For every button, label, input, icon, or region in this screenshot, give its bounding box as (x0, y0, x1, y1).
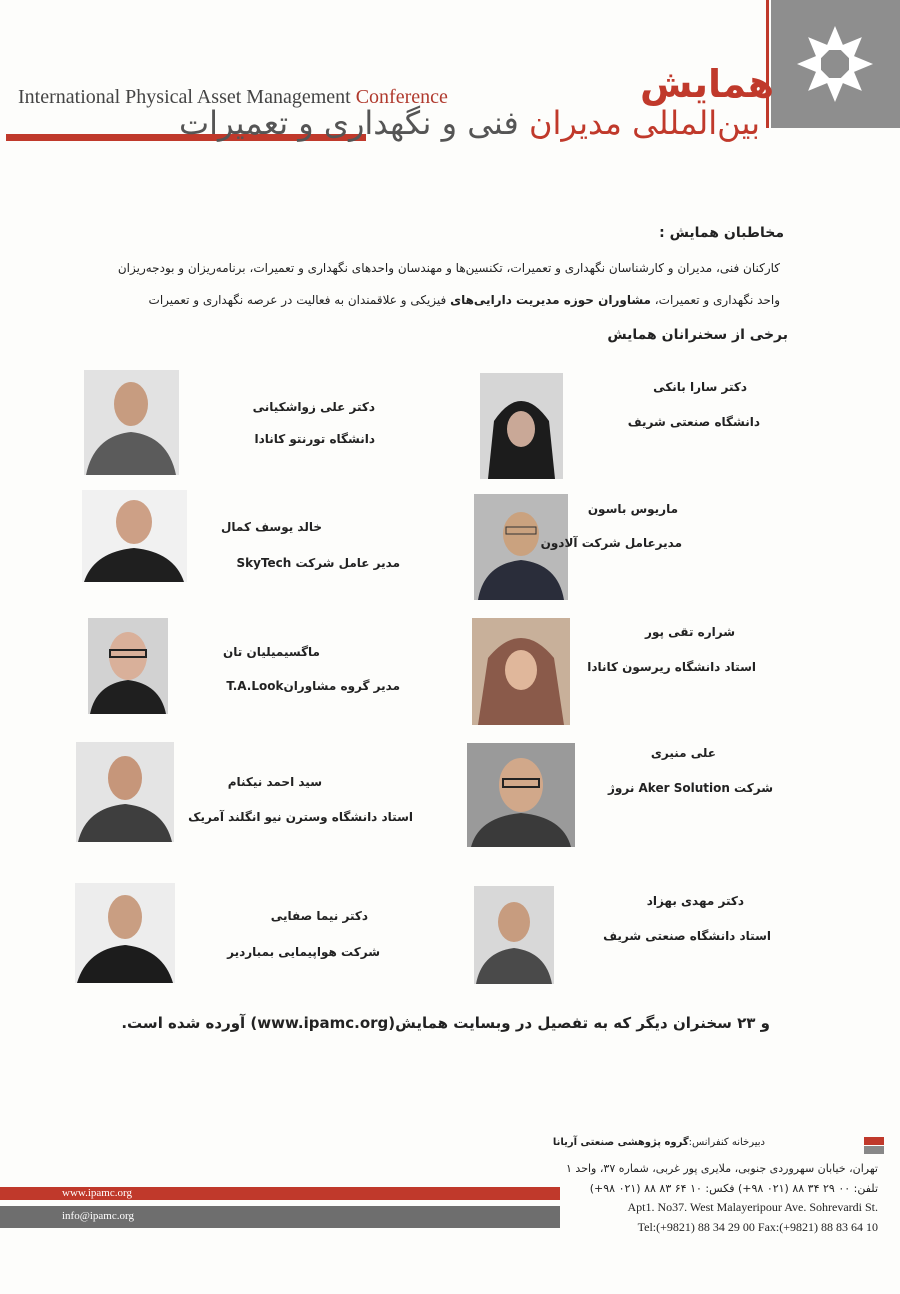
email-link[interactable]: info@ipamc.org (62, 1210, 134, 1222)
speakers-heading: برخی از سخنرانان همایش (607, 327, 788, 343)
speaker-photo (472, 618, 570, 725)
speaker-affiliation: دانشگاه تورنتو کانادا (254, 432, 375, 446)
conference-logo (771, 0, 900, 128)
speaker-photo (88, 618, 168, 714)
speaker-affiliation: استاد دانشگاه ریرسون کانادا (587, 660, 756, 674)
phone-fax-english: Tel:(+9821) 88 34 29 00 Fax:(+9821) 88 83 64 10 (637, 1220, 878, 1234)
speaker-name: شراره تقی پور (645, 625, 735, 639)
audience-text-line1: کارکنان فنی، مدیران و کارشناسان نگهداری و تعمیرات، تکنسین‌ها و مهندسان واحدهای نگهداری و تعمیرات، برنامه‌ریزان و بودجه‌ریزان (117, 261, 780, 275)
secretariat-gray-mark (864, 1146, 884, 1154)
phone-fax-persian: تلفن: ۰۰ ۲۹ ۳۴ ۸۸ (۰۲۱ ۹۸+) فکس: ۱۰ ۶۴ ۸۳ ۸۸ (۰۲۱ ۹۸+) (589, 1182, 878, 1195)
english-conference-title: International Physical Asset Management Conference (18, 86, 448, 108)
speaker-name: خالد یوسف کمال (220, 520, 322, 534)
speaker-name: دکتر علی زواشکیانی (252, 400, 375, 414)
logo-flower-icon (771, 0, 900, 128)
audience-heading: مخاطبان همایش : (659, 225, 784, 241)
speaker-name: ماگسیمیلیان تان (223, 645, 320, 659)
speaker-affiliation: مدیر گروه مشاورانT.A.Look (226, 679, 400, 693)
website-link[interactable]: www.ipamc.org (62, 1187, 132, 1199)
secretariat-label: دبیرخانه کنفرانس:گروه پژوهشی صنعتی آریانا (552, 1137, 765, 1148)
speaker-name: علی منیری (650, 746, 716, 760)
closing-statement: و ۲۳ سخنران دیگر که به تفصیل در وبسایت همایش(www.ipamc.org) آورده شده است. (121, 1014, 770, 1032)
speaker-affiliation: استاد دانشگاه صنعتی شریف (603, 929, 771, 943)
audience-text-line2: واحد نگهداری و تعمیرات، مشاوران حوزه مدیریت دارایی‌های فیزیکی و علاقمندان به فعالیت در عرصه نگهداری و تعمیرات (148, 293, 780, 307)
speaker-photo (474, 886, 554, 984)
address-persian: تهران، خیابان سهروردی جنوبی، ملایری پور غربی، شماره ۳۷، واحد ۱ (566, 1162, 878, 1175)
speaker-photo (82, 490, 187, 582)
speaker-photo (76, 742, 174, 842)
address-english: Apt1. No37. West Malayeripour Ave. Sohrevardi St. (627, 1200, 878, 1214)
speaker-name: ماریوس باسون (587, 502, 678, 516)
speaker-name: دکتر سارا بانکی (653, 380, 747, 394)
speaker-photo (84, 370, 179, 475)
speaker-name: دکتر نیما صفایی (270, 909, 368, 923)
speaker-affiliation: استاد دانشگاه وسترن نیو انگلند آمریک (188, 810, 413, 824)
speaker-affiliation: شرکت هواپیمایی بمباردیر (227, 945, 380, 959)
speaker-photo (467, 743, 575, 847)
speaker-affiliation: مدیرعامل شرکت آلادون (540, 536, 682, 550)
persian-title-line1: همایش (640, 62, 775, 106)
speaker-name: سید احمد نیکنام (227, 775, 322, 789)
persian-title-line2: بین‌المللی مدیران فنی و نگهداری و تعمیرات (178, 104, 760, 142)
speaker-affiliation: دانشگاه صنعتی شریف (627, 415, 760, 429)
speaker-photo (480, 373, 563, 479)
speaker-affiliation: مدیر عامل شرکت SkyTech (236, 556, 400, 570)
speaker-photo (75, 883, 175, 983)
speaker-affiliation: شرکت Aker Solution نروژ (608, 781, 773, 795)
secretariat-red-mark (864, 1137, 884, 1145)
speaker-name: دکتر مهدی بهزاد (646, 894, 744, 908)
